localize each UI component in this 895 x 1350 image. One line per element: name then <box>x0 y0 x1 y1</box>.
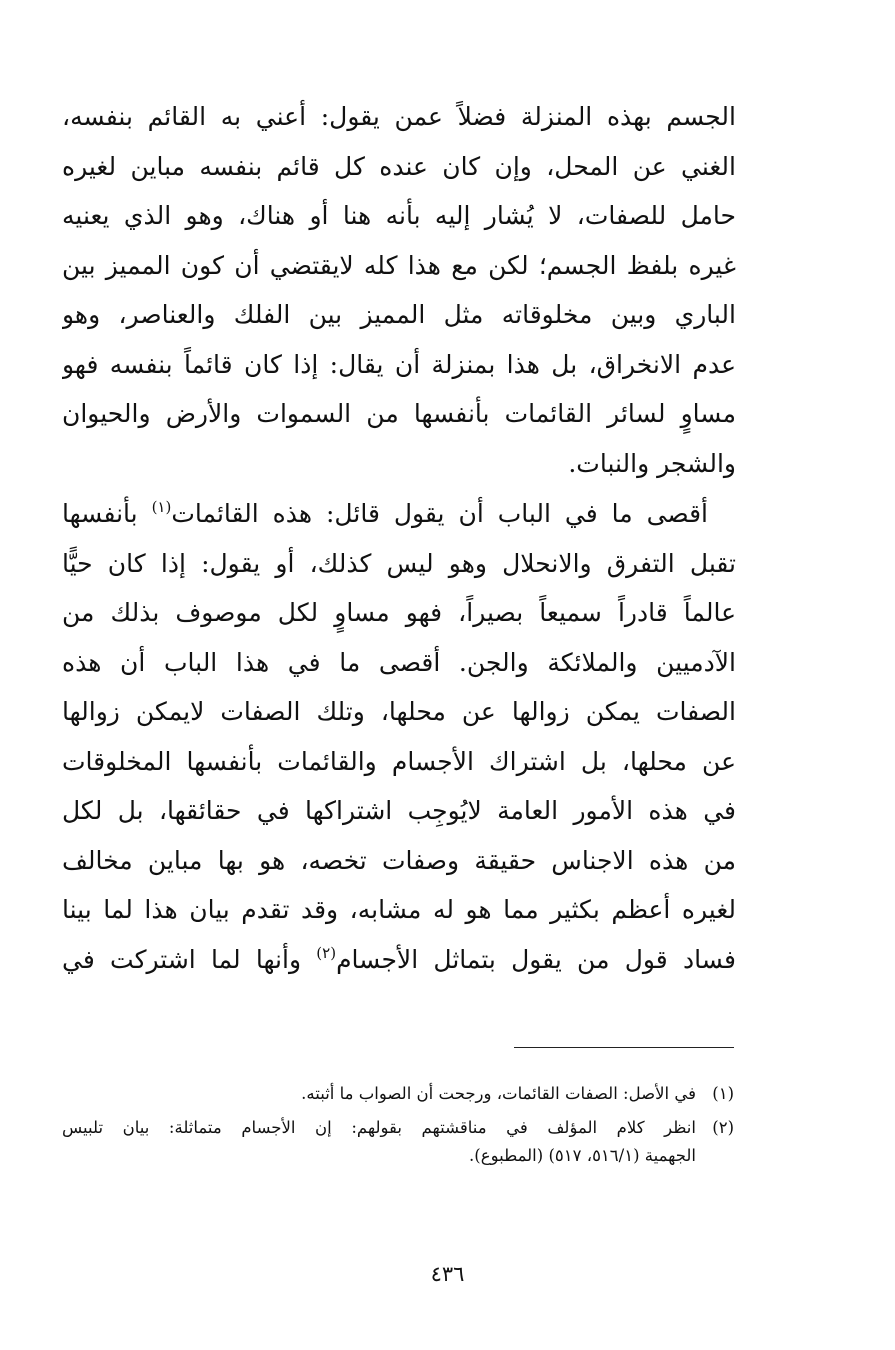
text-line: عن محلها، بل اشتراك الأجسام والقائمات بأنفسها المخلوقات <box>62 746 736 776</box>
text-line: مساوٍ لسائر القائمات بأنفسها من السموات والأرض والحيوان <box>62 399 736 428</box>
text-line: حامل للصفات، لا يُشار إليه بأنه هنا أو هناك، وهو الذي يعنيه <box>62 201 736 230</box>
footnote-1 <box>62 1080 736 1108</box>
text-line: لغيره أعظم بكثير مما هو له مشابه، وقد تقدم بيان هذا لما بينا <box>62 895 736 924</box>
footnote-2 <box>62 1114 736 1170</box>
text-line: والشجر والنبات. <box>568 448 736 478</box>
text-line: في هذه الأمور العامة لايُوجِب اشتراكها في حقائقها، بل لكل <box>62 796 736 825</box>
text-line: عدم الانخراق، بل هذا بمنزلة أن يقال: إذا كان قائماً بنفسه فهو <box>62 349 736 379</box>
line-text: فساد قول من يقول بتماثل الأجسام <box>336 944 736 974</box>
text-line: الآدميين والملائكة والجن. أقصى ما في هذا الباب أن هذه <box>62 647 736 677</box>
text-line <box>62 935 736 985</box>
text-line: من هذه الاجناس حقيقة وصفات تخصه، هو بها مباين مخالف <box>62 845 736 875</box>
footnote-number: (١) <box>712 1084 734 1103</box>
footnote-line: في الأصل: الصفات القائمات، ورجحت أن الصواب ما أثبته. <box>301 1084 696 1103</box>
text-line: تقبل التفرق والانحلال وهو ليس كذلك، أو يقول: إذا كان حيًّا <box>62 548 736 578</box>
text-line: الغني عن المحل، وإن كان عنده كل قائم بنفسه مباين لغيره <box>62 151 736 181</box>
footnote-separator <box>514 1047 734 1048</box>
footnote-number: (٢) <box>712 1118 734 1137</box>
line-text: أقصى ما في الباب أن يقول قائل: هذه القائمات <box>171 499 708 528</box>
footnote-ref-2[interactable]: (٢) <box>316 943 337 962</box>
footnote-line: انظر كلام المؤلف في مناقشتهم بقولهم: إن الأجسام متماثلة: بيان تلبيس <box>62 1118 696 1137</box>
paragraph-2 <box>62 489 736 984</box>
paragraph-1 <box>62 92 736 488</box>
text-line: الجسم بهذه المنزلة فضلاً عمن يقول: أعني به القائم بنفسه، <box>62 102 736 131</box>
line-text: وأنها لما اشتركت في <box>62 944 317 974</box>
footnote-line: الجهمية (٥١٦/١، ٥١٧) (المطبوع). <box>469 1146 696 1165</box>
footnote-ref-1[interactable]: (١) <box>151 498 172 516</box>
footnotes <box>62 1080 736 1170</box>
page-number: ٤٣٦ <box>430 1262 465 1286</box>
line-text: بأنفسها <box>62 499 152 528</box>
text-line: الباري وبين مخلوقاته مثل المميز بين الفلك والعناصر، وهو <box>62 300 736 329</box>
text-line: الصفات يمكن زوالها عن محلها، وتلك الصفات لايمكن زوالها <box>62 697 736 726</box>
text-line: عالماً قادراً سميعاً بصيراً، فهو مساوٍ لكل موصوف بذلك من <box>62 598 736 627</box>
text-line: غيره بلفظ الجسم؛ لكن مع هذا كله لايقتضي أن كون المميز بين <box>62 250 736 280</box>
footnote-body <box>62 1080 696 1108</box>
footnote-body <box>62 1114 696 1170</box>
text-line <box>62 489 736 539</box>
